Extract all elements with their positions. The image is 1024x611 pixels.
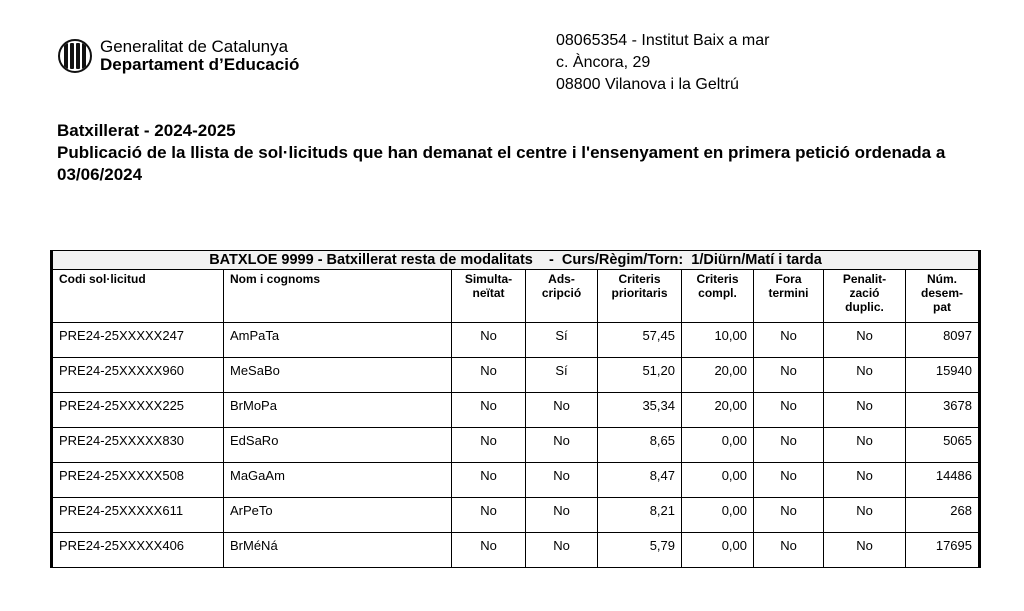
column-header-code: Codi sol·licitud: [52, 270, 224, 323]
cell-adscription: No: [526, 533, 598, 568]
cell-name: AmPaTa: [224, 323, 452, 358]
cell-priority-criteria: 8,65: [598, 428, 682, 463]
cell-priority-criteria: 5,79: [598, 533, 682, 568]
cell-duplicate-penalty: No: [824, 533, 906, 568]
school-street: c. Àncora, 29: [556, 54, 651, 71]
cell-name: BrMéNá: [224, 533, 452, 568]
department-name: Departament d’Educació: [100, 55, 300, 74]
cell-duplicate-penalty: No: [824, 358, 906, 393]
cell-duplicate-penalty: No: [824, 323, 906, 358]
cell-priority-criteria: 51,20: [598, 358, 682, 393]
cell-late: No: [754, 358, 824, 393]
cell-complementary-criteria: 0,00: [682, 428, 754, 463]
cell-adscription: No: [526, 463, 598, 498]
column-header-late: Fora termini: [754, 270, 824, 323]
table-row: [52, 428, 980, 463]
column-header-priority-criteria: Criteris prioritaris: [598, 270, 682, 323]
cell-name: MeSaBo: [224, 358, 452, 393]
cell-complementary-criteria: 0,00: [682, 498, 754, 533]
table-row: [52, 533, 980, 568]
cell-adscription: No: [526, 428, 598, 463]
cell-adscription: Sí: [526, 358, 598, 393]
cell-late: No: [754, 323, 824, 358]
cell-code: PRE24-25XXXXX225: [52, 393, 224, 428]
generalitat-seal-icon: [58, 39, 92, 73]
column-header-complementary-criteria: Criteris compl.: [682, 270, 754, 323]
cell-complementary-criteria: 10,00: [682, 323, 754, 358]
cell-adscription: No: [526, 498, 598, 533]
cell-name: MaGaAm: [224, 463, 452, 498]
generalitat-logo: [58, 38, 299, 74]
cell-tiebreak-number: 5065: [906, 428, 980, 463]
applications-table: [50, 250, 981, 568]
title-year: Batxillerat - 2024-2025: [57, 121, 236, 140]
org-name: Generalitat de Catalunya: [100, 37, 289, 56]
cell-duplicate-penalty: No: [824, 428, 906, 463]
cell-name: ArPeTo: [224, 498, 452, 533]
column-header-duplicate-penalty: Penalit- zació duplic.: [824, 270, 906, 323]
cell-tiebreak-number: 8097: [906, 323, 980, 358]
cell-code: PRE24-25XXXXX247: [52, 323, 224, 358]
cell-tiebreak-number: 268: [906, 498, 980, 533]
cell-simultaneity: No: [452, 498, 526, 533]
table-caption: BATXLOE 9999 - Batxillerat resta de modalitats - Curs/Règim/Torn: 1/Diürn/Matí i tarda: [52, 251, 980, 270]
table-row: [52, 463, 980, 498]
column-header-name: Nom i cognoms: [224, 270, 452, 323]
cell-tiebreak-number: 3678: [906, 393, 980, 428]
cell-priority-criteria: 8,21: [598, 498, 682, 533]
document-title: [57, 120, 957, 186]
school-address: [556, 30, 769, 96]
column-header-tiebreak-number: Núm. desem- pat: [906, 270, 980, 323]
cell-late: No: [754, 533, 824, 568]
cell-late: No: [754, 463, 824, 498]
cell-code: PRE24-25XXXXX830: [52, 428, 224, 463]
cell-late: No: [754, 428, 824, 463]
cell-duplicate-penalty: No: [824, 498, 906, 533]
cell-simultaneity: No: [452, 323, 526, 358]
table-row: [52, 498, 980, 533]
cell-simultaneity: No: [452, 428, 526, 463]
cell-priority-criteria: 57,45: [598, 323, 682, 358]
column-header-simultaneity: Simulta- neïtat: [452, 270, 526, 323]
cell-duplicate-penalty: No: [824, 393, 906, 428]
cell-complementary-criteria: 0,00: [682, 463, 754, 498]
school-city: 08800 Vilanova i la Geltrú: [556, 76, 739, 93]
cell-code: PRE24-25XXXXX960: [52, 358, 224, 393]
table-row: [52, 393, 980, 428]
cell-simultaneity: No: [452, 463, 526, 498]
column-header-adscription: Ads- cripció: [526, 270, 598, 323]
cell-complementary-criteria: 20,00: [682, 358, 754, 393]
cell-tiebreak-number: 17695: [906, 533, 980, 568]
cell-code: PRE24-25XXXXX611: [52, 498, 224, 533]
table-row: [52, 358, 980, 393]
cell-priority-criteria: 35,34: [598, 393, 682, 428]
school-name: 08065354 - Institut Baix a mar: [556, 32, 770, 49]
cell-code: PRE24-25XXXXX406: [52, 533, 224, 568]
cell-name: BrMoPa: [224, 393, 452, 428]
cell-name: EdSaRo: [224, 428, 452, 463]
table-row: [52, 323, 980, 358]
cell-tiebreak-number: 15940: [906, 358, 980, 393]
title-description: Publicació de la llista de sol·licituds que han demanat el centre i l'ensenyament en primera petició ordenada a 03/06/2024: [57, 143, 946, 184]
cell-simultaneity: No: [452, 533, 526, 568]
cell-complementary-criteria: 0,00: [682, 533, 754, 568]
cell-adscription: Sí: [526, 323, 598, 358]
cell-code: PRE24-25XXXXX508: [52, 463, 224, 498]
cell-duplicate-penalty: No: [824, 463, 906, 498]
cell-complementary-criteria: 20,00: [682, 393, 754, 428]
cell-simultaneity: No: [452, 393, 526, 428]
cell-adscription: No: [526, 393, 598, 428]
cell-simultaneity: No: [452, 358, 526, 393]
cell-tiebreak-number: 14486: [906, 463, 980, 498]
cell-late: No: [754, 498, 824, 533]
cell-late: No: [754, 393, 824, 428]
cell-priority-criteria: 8,47: [598, 463, 682, 498]
